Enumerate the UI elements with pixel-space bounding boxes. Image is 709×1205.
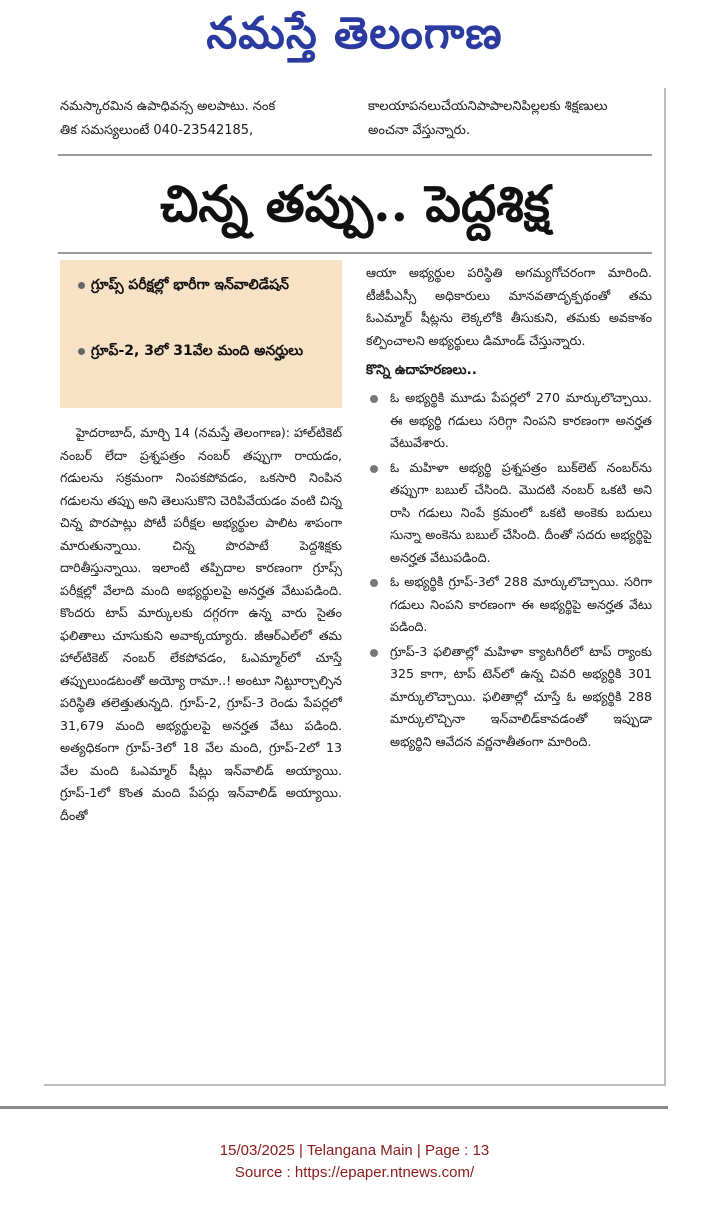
bullet-icon — [78, 282, 85, 289]
prev-article-left-line2: తిక సమస్యలుంటే 040-23542185, — [60, 123, 254, 138]
article-column-left — [60, 422, 342, 827]
section-divider-top — [58, 154, 652, 156]
example-item: ఓ మహిళా అభ్యర్థి ప్రశ్నపత్రం బుక్‌లెట్ నంబర్‌ను తప్పుగా బబుల్ చేసింది. మొదటి నంబర్ ఒకటి అని రాసి గడులు నింపే క్రమంలో ఒకటి అంకెకు బదులు సున్నా అంకెను బబుల్ చేసింది. దీంతో సదరు అభ్యర్థిపై అనర్హత వేటుపడింది. — [366, 457, 652, 570]
footer-source-link[interactable]: Source : https://epaper.ntnews.com/ — [234, 1164, 475, 1181]
highlights-box — [60, 260, 342, 408]
bullet-icon — [370, 395, 378, 403]
bullet-icon — [78, 348, 85, 355]
prev-article-right-line2: అంచనా వేస్తున్నారు. — [368, 123, 470, 138]
example-item: ఓ అభ్యర్థికి మూడు పేపర్లలో 270 మార్కులొచ్చాయి. ఈ అభ్యర్థి గడులు సరిగ్గా నింపని కారణంగా అనర్హత వేటువేశారు. — [366, 387, 652, 455]
example-item: గ్రూప్-3 ఫలితాల్లో మహిళా క్యాటగిరీలో టాప్ ర్యాంకు 325 కాగా, టాప్ టెన్‌లో ఉన్న చివరి అభ్యర్థికి 301 మార్కులొచ్చాయి. ఫలితాల్లో చూస్తే ఓ అభ్యర్థికి 288 మార్కులొచ్చినా ఇన్‌వాలిడ్‌కావడంతో ఇప్పుడా అభ్యర్థిని ఆవేదన వర్ణనాతీతంగా మారింది. — [366, 641, 652, 754]
page-bottom-rule — [0, 1106, 668, 1109]
section-divider-headline — [58, 252, 652, 254]
article-body-left: హైదరాబాద్, మార్చి 14 (నమస్తే తెలంగాణ): హాల్‌టికెట్ నంబర్ లేదా ప్రశ్నపత్రం నంబర్ తప్పుగా రాయడం, గడులను సక్రమంగా నింపకపోవడం, ఒకసారి నింపిన గడులను తప్పు అని తెలుసుకొని చెరిపివేయడం వంటి చిన్న చిన్న పొరపాట్లు పోటీ పరీక్షల అభ్యర్థుల పాలిట శాపంగా మారుతున్నాయి. చిన్న పొరపాటే పెద్దశిక్షకు దారితీస్తున్నాయి. ఇలాంటి తప్పిదాల కారణంగా గ్రూప్స్ పరీక్షల్లో వేలాది మంది అభ్యర్థులపై అనర్హత వేటుపడింది. కొందరు టాప్ మార్కులకు దగ్గరగా ఉన్న వారు సైతం ఫలితాలు చూసుకుని అవాక్కయ్యారు. జీఆర్ఎల్‌లో తమ హాల్‌టికెట్ నంబర్ లేకపోవడం, ఓఎమ్మార్‌లో చూస్తే తప్పులుండటంతో అయ్యో రామా..! అంటూ నిట్టూర్చాల్సిన పరిస్థితి తలెత్తుతున్నది. గ్రూప్-2, గ్రూప్-3 రెండు పేపర్లలో 31,679 మంది అభ్యర్థులపై అనర్హత వేటు పడింది. అత్యధికంగా గ్రూప్-3లో 18 వేల మంది, గ్రూప్-2లో 13 వేల మంది ఓఎమ్మార్ షీట్లు ఇన్‌వాలిడ్ అయ్యాయి. గ్రూప్-1లో కొంత మంది పేపర్లు ఇన్‌వాలిడ్ అయ్యాయి. దీంతో — [60, 425, 342, 823]
article-column-right — [366, 262, 652, 755]
highlight-item: గ్రూప్స్ పరీక్షల్లో భారీగా ఇన్‌వాలిడేషన్ — [78, 274, 336, 296]
example-item: ఓ అభ్యర్థికి గ్రూప్-3లో 288 మార్కులొచ్చాయి. సరిగా గడులు నింపని కారణంగా ఈ అభ్యర్థిపై అనర్హత వేటు పడింది. — [366, 571, 652, 639]
bullet-icon — [370, 465, 378, 473]
highlight-item: గ్రూప్-2, 3లో 31వేల మంది అనర్హులు — [78, 340, 336, 362]
article-body-right: ఆయా అభ్యర్థుల పరిస్థితి అగమ్యగోచరంగా మారింది. టీజీపీఎస్సీ అధికారులు మానవతాదృక్పథంతో తమ ఓఎమ్మార్ షీట్లను లెక్కలోకి తీసుకుని, తమకు అవకాశం కల్పించాలని అభ్యర్థులు డిమాండ్ చేస్తున్నారు. — [366, 265, 652, 348]
bullet-icon — [370, 649, 378, 657]
prev-article-right-line1: కాలయాపనలుచేయనిపాపాలనిపిల్లలకు శిక్షణులు — [368, 99, 608, 114]
newspaper-masthead: నమస్తే తెలంగాణ — [206, 8, 503, 59]
article-headline: చిన్న తప్పు.. పెద్దశిక్ష — [160, 174, 550, 233]
prev-article-left-line1: నమస్కారమిన ఉపాధివన్స అలపాటు. నంక — [60, 99, 276, 114]
examples-heading: కొన్ని ఉదాహరణలు.. — [366, 362, 477, 378]
footer-edition-info: 15/03/2025 | Telangana Main | Page : 13 — [219, 1142, 490, 1159]
bullet-icon — [370, 579, 378, 587]
